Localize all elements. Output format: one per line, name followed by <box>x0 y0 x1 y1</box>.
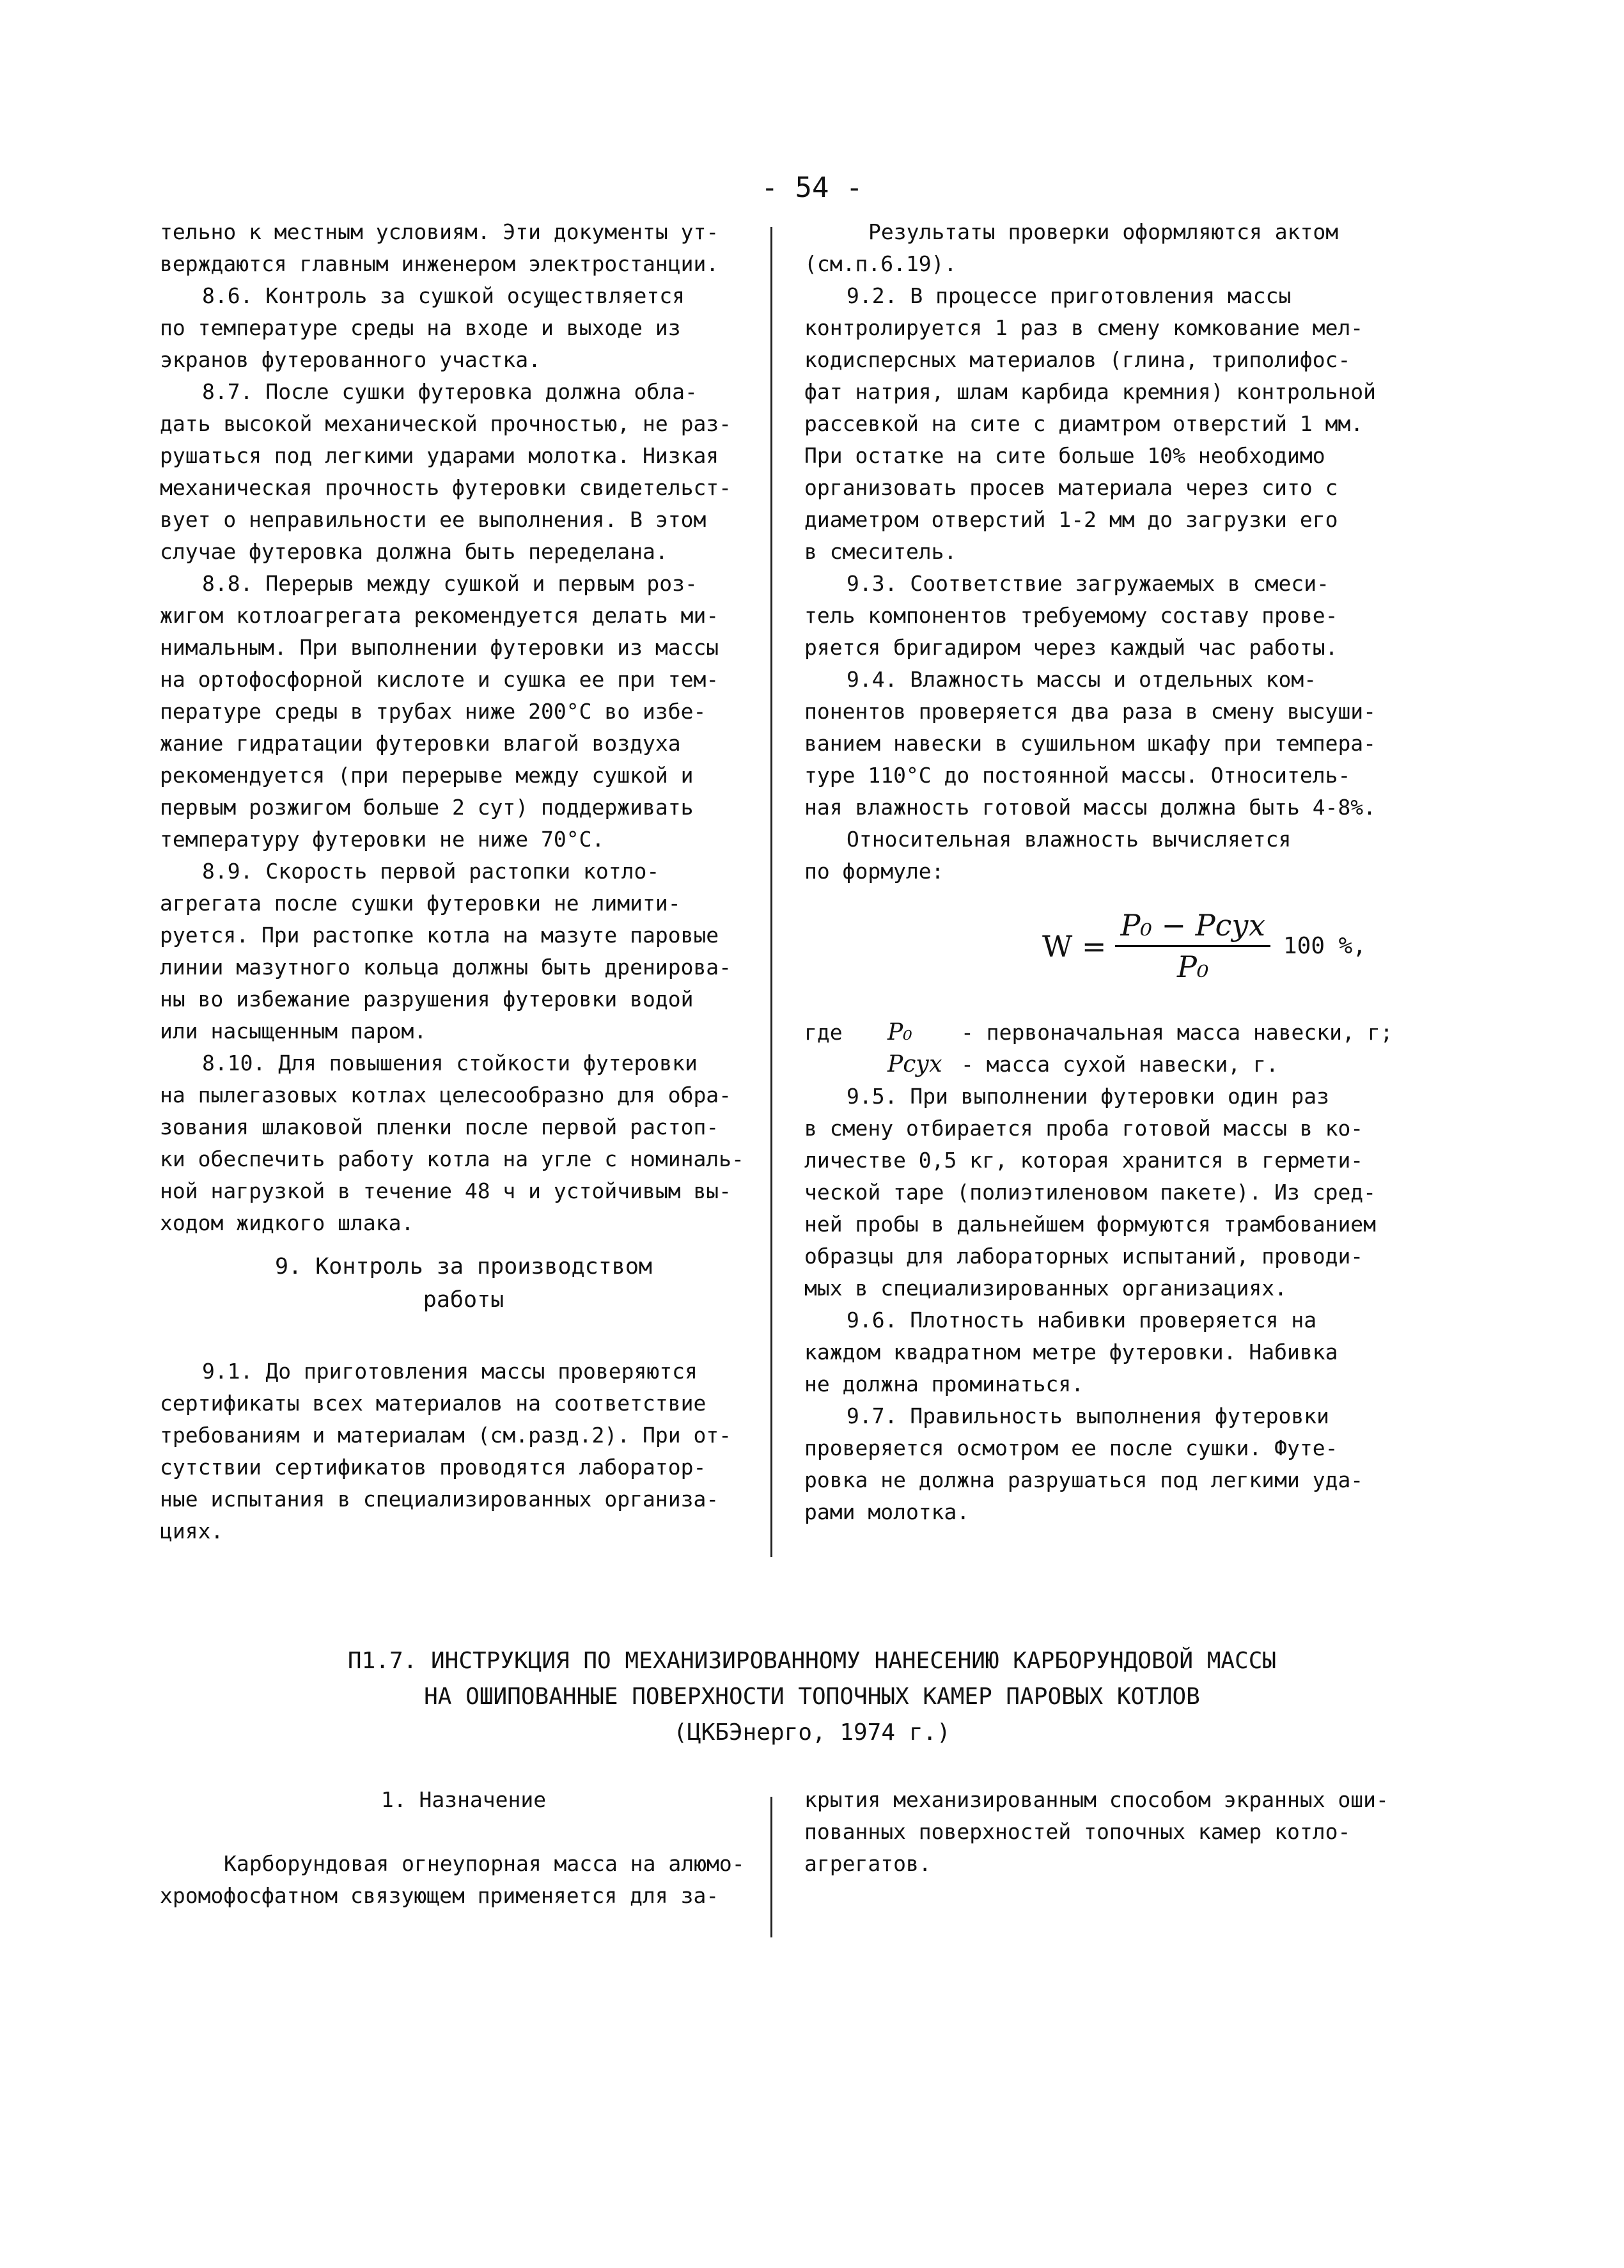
formula-definitions <box>804 1017 1393 1081</box>
text-line: (см.п.6.19). <box>804 251 957 276</box>
paragraph-9-1 <box>160 1356 806 1547</box>
text-line: экранов футерованного участка. <box>160 347 542 372</box>
text-line: ной нагрузкой в течение 48 ч и устойчивым вы- <box>160 1178 732 1203</box>
text-line: организовать просев материала через сито с <box>804 475 1338 500</box>
text-line: ходом жидкого шлака. <box>160 1210 414 1235</box>
text-line: ки обеспечить работу котла на угле с номиналь- <box>160 1146 744 1171</box>
section-title-line: 9. Контроль за производством <box>274 1254 652 1279</box>
text-line: жание гидратации футеровки влагой воздуха <box>160 731 681 756</box>
text-line: При остатке на сите больше 10% необходимо <box>804 443 1325 468</box>
text-line: рами молотка. <box>804 1499 970 1524</box>
definition-label: где <box>804 1020 843 1045</box>
text-line: 8.7. После сушки футеровка должна обла- <box>202 379 698 404</box>
text-line: тель компонентов требуемому составу прове- <box>804 603 1338 628</box>
text-line: 9.1. До приготовления массы проверяются <box>202 1359 698 1384</box>
text-line: рушаться под легкими ударами молотка. Низкая <box>160 443 719 468</box>
text-line: личестве 0,5 кг, которая хранится в гермети- <box>804 1148 1364 1173</box>
appendix-title-line: НА ОШИПОВАННЫЕ ПОВЕРХНОСТИ ТОПОЧНЫХ КАМЕР ПАРОВЫХ КОТЛОВ <box>424 1684 1200 1710</box>
definition-label <box>804 1049 887 1081</box>
text-line: нимальным. При выполнении футеровки из массы <box>160 635 719 660</box>
text-line: ная влажность готовой массы должна быть 4-8%. <box>804 795 1377 820</box>
right-column-lower <box>804 1081 1469 1528</box>
formula-denominator: P₀ <box>1177 950 1209 984</box>
text-line: 8.9. Скорость первой растопки котло- <box>202 859 660 884</box>
text-line: 8.8. Перерыв между сушкой и первым роз- <box>202 571 698 596</box>
text-line: 9.2. В процессе приготовления массы <box>847 283 1292 308</box>
text-line: 8.6. Контроль за сушкой осуществляется <box>202 283 685 308</box>
text-line: проверяется осмотром ее после сушки. Футе- <box>804 1435 1338 1460</box>
appendix-title-line: П1.7. ИНСТРУКЦИЯ ПО МЕХАНИЗИРОВАННОМУ НАНЕСЕНИЮ КАРБОРУНДОВОЙ МАССЫ <box>347 1648 1277 1674</box>
appendix-title-line: (ЦКБЭнерго, 1974 г.) <box>673 1719 951 1746</box>
text-line: жигом котлоагрегата рекомендуется делать ми- <box>160 603 719 628</box>
text-line: ванием навески в сушильном шкафу при темпера- <box>804 731 1377 756</box>
definition-symbol: Pсух <box>887 1051 942 1077</box>
text-line: 9.4. Влажность массы и отдельных ком- <box>847 667 1317 692</box>
definition-row <box>804 1049 1393 1081</box>
text-line: в смеситель. <box>804 539 957 564</box>
text-line: мых в специализированных организациях. <box>804 1276 1287 1301</box>
text-line: ряется бригадиром через каждый час работы. <box>804 635 1338 660</box>
text-line: Относительная влажность вычисляется <box>847 827 1292 852</box>
text-line: по формуле: <box>804 859 944 884</box>
text-line: контролируется 1 раз в смену комкование мел- <box>804 315 1364 340</box>
text-line: в смену отбирается проба готовой массы в ко- <box>804 1116 1364 1141</box>
text-line: не должна проминаться. <box>804 1372 1084 1396</box>
text-line: верждаются главным инженером электростанции. <box>160 251 719 276</box>
text-line: пературе среды в трубах ниже 200°С во избе- <box>160 699 707 724</box>
text-line: образцы для лабораторных испытаний, проводи- <box>804 1244 1364 1269</box>
text-line: циях. <box>160 1519 224 1544</box>
left-column <box>160 216 806 1239</box>
text-line: случае футеровка должна быть переделана. <box>160 539 668 564</box>
text-line: 9.3. Соответствие загружаемых в смеси- <box>847 571 1329 596</box>
text-line: пованных поверхностей топочных камер котло- <box>804 1819 1351 1844</box>
text-line: тельно к местным условиям. Эти документы ут- <box>160 219 719 244</box>
text-line: кодисперсных материалов (глина, триполифос- <box>804 347 1351 372</box>
text-line: ные испытания в специализированных организа- <box>160 1487 719 1512</box>
definition-text: - масса сухой навески, г. <box>961 1052 1279 1077</box>
text-line: 9.6. Плотность набивки проверяется на <box>847 1308 1317 1333</box>
text-line: Карборундовая огнеупорная масса на алюмо- <box>224 1851 745 1876</box>
formula-numerator: P₀ − Pсух <box>1115 908 1270 947</box>
text-line: хромофосфатном связующем применяется для за- <box>160 1883 719 1908</box>
formula-tail: 100 %, <box>1283 933 1367 959</box>
text-line: вует о неправильности ее выполнения. В этом <box>160 507 707 532</box>
appendix-title <box>160 1643 1464 1751</box>
formula-fraction <box>1115 908 1270 984</box>
appendix-left-column <box>160 1784 767 1912</box>
text-line: дать высокой механической прочностью, не раз- <box>160 411 732 436</box>
text-line: зования шлаковой пленки после первой растоп- <box>160 1114 719 1139</box>
text-line: сутствии сертификатов проводятся лаборатор- <box>160 1455 707 1480</box>
text-line: фат натрия, шлам карбида кремния) контрольной <box>804 379 1377 404</box>
text-line: агрегата после сушки футеровки не лимити- <box>160 891 681 916</box>
text-line: 9.7. Правильность выполнения футеровки <box>847 1404 1329 1428</box>
text-line: сертификаты всех материалов на соответствие <box>160 1391 707 1416</box>
text-line: ны во избежание разрушения футеровки водой <box>160 987 694 1012</box>
text-line: или насыщенным паром. <box>160 1019 427 1044</box>
text-line: крытия механизированным способом экранных оши- <box>804 1787 1389 1812</box>
text-line: диаметром отверстий 1-2 мм до загрузки его <box>804 507 1338 532</box>
text-line: рекомендуется (при перерыве между сушкой и <box>160 763 694 788</box>
definition-symbol: P₀ <box>887 1019 912 1045</box>
spacer <box>160 1816 767 1848</box>
text-line: на ортофосфорной кислоте и сушка ее при тем- <box>160 667 719 692</box>
text-line: каждом квадратном метре футеровки. Набивка <box>804 1340 1338 1365</box>
moisture-formula <box>1042 908 1366 984</box>
text-line: по температуре среды на входе и выходе из <box>160 315 681 340</box>
section-9-title <box>160 1250 767 1317</box>
text-line: туре 110°С до постоянной массы. Относитель- <box>804 763 1351 788</box>
appendix-right-column <box>804 1784 1389 1880</box>
section-1-title: 1. Назначение <box>380 1787 547 1812</box>
text-line: механическая прочность футеровки свидетельст- <box>160 475 732 500</box>
text-line: руется. При растопке котла на мазуте паровые <box>160 923 719 948</box>
text-line: 8.10. Для повышения стойкости футеровки <box>202 1051 698 1075</box>
right-column <box>804 216 1469 888</box>
text-line: первым розжигом больше 2 сут) поддерживать <box>160 795 694 820</box>
formula-lhs: W = <box>1042 928 1107 964</box>
column-divider-bottom <box>770 1797 772 1937</box>
text-line: требованиям и материалам (см.разд.2). При от- <box>160 1423 732 1448</box>
text-line: ровка не должна разрушаться под легкими уда- <box>804 1467 1364 1492</box>
text-line: рассевкой на сите с диамтром отверстий 1 мм. <box>804 411 1364 436</box>
text-line: ческой таре (полиэтиленовом пакете). Из сред- <box>804 1180 1377 1205</box>
text-line: агрегатов. <box>804 1851 932 1876</box>
text-line: температуру футеровки не ниже 70°С. <box>160 827 605 852</box>
text-line: 9.5. При выполнении футеровки один раз <box>847 1084 1329 1109</box>
text-line: Результаты проверки оформляются актом <box>868 219 1339 244</box>
section-title-line: работы <box>423 1287 504 1313</box>
text-line: линии мазутного кольца должны быть дренирова- <box>160 955 732 980</box>
definition-row <box>804 1017 1393 1049</box>
text-line: на пылегазовых котлах целесообразно для обра- <box>160 1083 732 1107</box>
definition-text: - первоначальная масса навески, г; <box>961 1020 1393 1045</box>
text-line: понентов проверяется два раза в смену высуши- <box>804 699 1377 724</box>
text-line: ней пробы в дальнейшем формуются трамбованием <box>804 1212 1377 1237</box>
page-number: - 54 - <box>761 171 863 204</box>
